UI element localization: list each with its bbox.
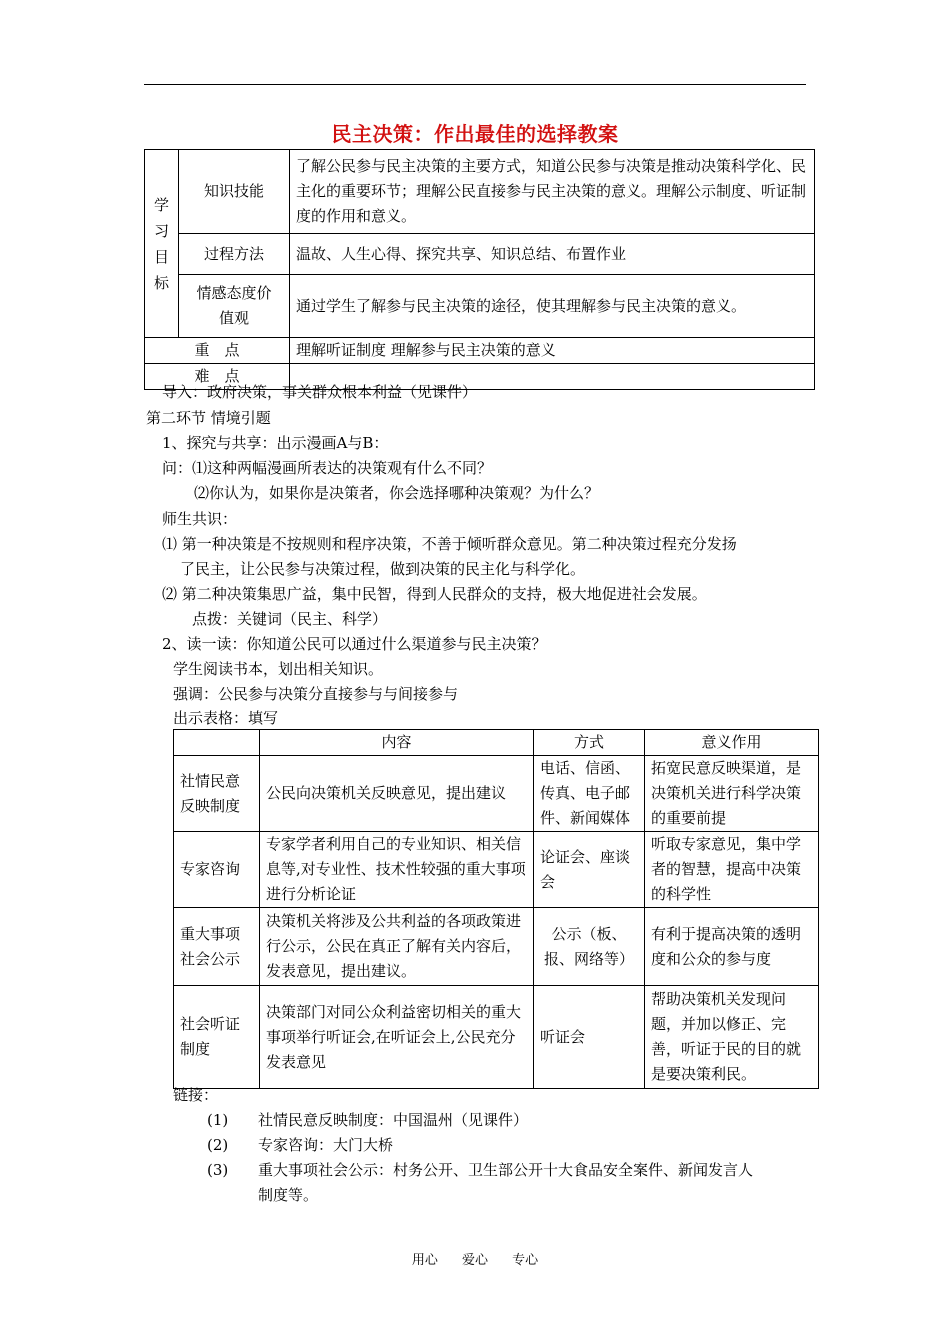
goals-group-label: 学 习 目 标 bbox=[145, 150, 179, 338]
answer-2: ⑵ 第二种决策集思广益，集中民智，得到人民群众的支持，极大地促进社会发展。 bbox=[162, 585, 707, 603]
link-text: 重大事项社会公示：村务公开、卫生部公开十大食品安全案件、新闻发言人 bbox=[258, 1161, 754, 1179]
reading-instruction: 学生阅读书本，划出相关知识。 bbox=[173, 660, 384, 678]
channel-content: 决策机关将涉及公共利益的各项政策进行公示，公民在真正了解有关内容后，发表意见，提出建议。 bbox=[260, 908, 534, 986]
header-empty bbox=[174, 730, 260, 756]
footer-word: 专心 bbox=[512, 1253, 539, 1268]
channel-content: 决策部门对同公众利益密切相关的重大事项举行听证会,在听证会上,公民充分发表意见 bbox=[260, 986, 534, 1089]
item-2: 2、读一读：你知道公民可以通过什么渠道参与民主决策？ bbox=[162, 635, 547, 653]
goal-label-process: 过程方法 bbox=[179, 234, 290, 275]
section-heading: 第二环节 情境引题 bbox=[146, 409, 271, 427]
goal-content-knowledge: 了解公民参与民主决策的主要方式，知道公民参与决策是推动决策科学化、民主化的重要环节；理解公民直接参与民主决策的意义。理解公示制度、听证制度的作用和意义。 bbox=[290, 150, 815, 234]
channel-method: 论证会、座谈会 bbox=[534, 832, 645, 908]
learning-goals-table bbox=[144, 149, 815, 390]
link-text: 专家咨询：大门大桥 bbox=[258, 1136, 394, 1154]
channel-content: 专家学者利用自己的专业知识、相关信息等,对专业性、技术性较强的重大事项进行分析论证 bbox=[260, 832, 534, 908]
header-rule bbox=[144, 84, 806, 85]
intro-text: 导入：政府决策，事关群众根本利益（见课件） bbox=[162, 383, 478, 401]
footer-word: 爱心 bbox=[461, 1253, 488, 1268]
document-title: 民主决策：作出最佳的选择教案 bbox=[331, 122, 619, 146]
page-footer bbox=[0, 1249, 950, 1268]
channel-content: 公民向决策机关反映意见，提出建议 bbox=[260, 756, 534, 832]
key-point-label: 重 点 bbox=[145, 338, 290, 364]
link-text-continued: 制度等。 bbox=[258, 1186, 319, 1204]
table-row bbox=[174, 908, 819, 986]
question-2: ⑵你认为，如果你是决策者，你会选择哪种决策观？为什么？ bbox=[194, 484, 600, 502]
link-number: (2) bbox=[207, 1136, 229, 1154]
hint-text: 点拨：关键词（民主、科学） bbox=[192, 610, 388, 628]
channel-name: 重大事项社会公示 bbox=[174, 908, 260, 986]
link-text: 社情民意反映制度：中国温州（见课件） bbox=[258, 1111, 529, 1129]
goal-content-attitude: 通过学生了解参与民主决策的途径，使其理解参与民主决策的意义。 bbox=[290, 275, 815, 338]
show-table-text: 出示表格：填写 bbox=[173, 709, 279, 727]
item-1: 1、探究与共享：出示漫画A与B： bbox=[162, 434, 389, 452]
header-meaning: 意义作用 bbox=[645, 730, 819, 756]
header-content: 内容 bbox=[260, 730, 534, 756]
link-number: (1) bbox=[207, 1111, 229, 1129]
header-method: 方式 bbox=[534, 730, 645, 756]
channel-method: 听证会 bbox=[534, 986, 645, 1089]
emphasis-text: 强调：公民参与决策分直接参与与间接参与 bbox=[173, 685, 459, 703]
footer-word: 用心 bbox=[411, 1253, 438, 1268]
answer-1-line-2: 了民主，让公民参与决策过程，做到决策的民主化与科学化。 bbox=[180, 560, 586, 578]
channel-name: 社会听证制度 bbox=[174, 986, 260, 1089]
consensus-label: 师生共识： bbox=[162, 510, 238, 528]
channel-meaning: 有利于提高决策的透明度和公众的参与度 bbox=[645, 908, 819, 986]
channel-meaning: 拓宽民意反映渠道，是决策机关进行科学决策的重要前提 bbox=[645, 756, 819, 832]
link-number: (3) bbox=[207, 1161, 229, 1179]
channel-name: 专家咨询 bbox=[174, 832, 260, 908]
question-1: 问：⑴这种两幅漫画所表达的决策观有什么不同？ bbox=[162, 459, 493, 477]
participation-channels-table bbox=[173, 729, 819, 1089]
channel-name: 社情民意反映制度 bbox=[174, 756, 260, 832]
table-row bbox=[174, 756, 819, 832]
table-row bbox=[174, 986, 819, 1089]
goal-label-knowledge: 知识技能 bbox=[179, 150, 290, 234]
goal-label-attitude: 情感态度价值观 bbox=[179, 275, 290, 338]
channel-method: 公示（板、报、网络等） bbox=[534, 908, 645, 986]
answer-1-line-1: ⑴ 第一种决策是不按规则和程序决策，不善于倾听群众意见。第二种决策过程充分发扬 bbox=[162, 535, 737, 553]
channel-meaning: 听取专家意见，集中学者的智慧，提高中决策的科学性 bbox=[645, 832, 819, 908]
links-heading: 链接： bbox=[173, 1086, 219, 1104]
goal-content-process: 温故、人生心得、探究共享、知识总结、布置作业 bbox=[290, 234, 815, 275]
difficulty-label: 难 点 bbox=[145, 364, 290, 390]
key-point-content: 理解听证制度 理解参与民主决策的意义 bbox=[290, 338, 815, 364]
channel-meaning: 帮助决策机关发现问题，并加以修正、完善，听证于民的目的就是要决策利民。 bbox=[645, 986, 819, 1089]
table-row bbox=[174, 832, 819, 908]
channel-method: 电话、信函、传真、电子邮件、新闻媒体 bbox=[534, 756, 645, 832]
